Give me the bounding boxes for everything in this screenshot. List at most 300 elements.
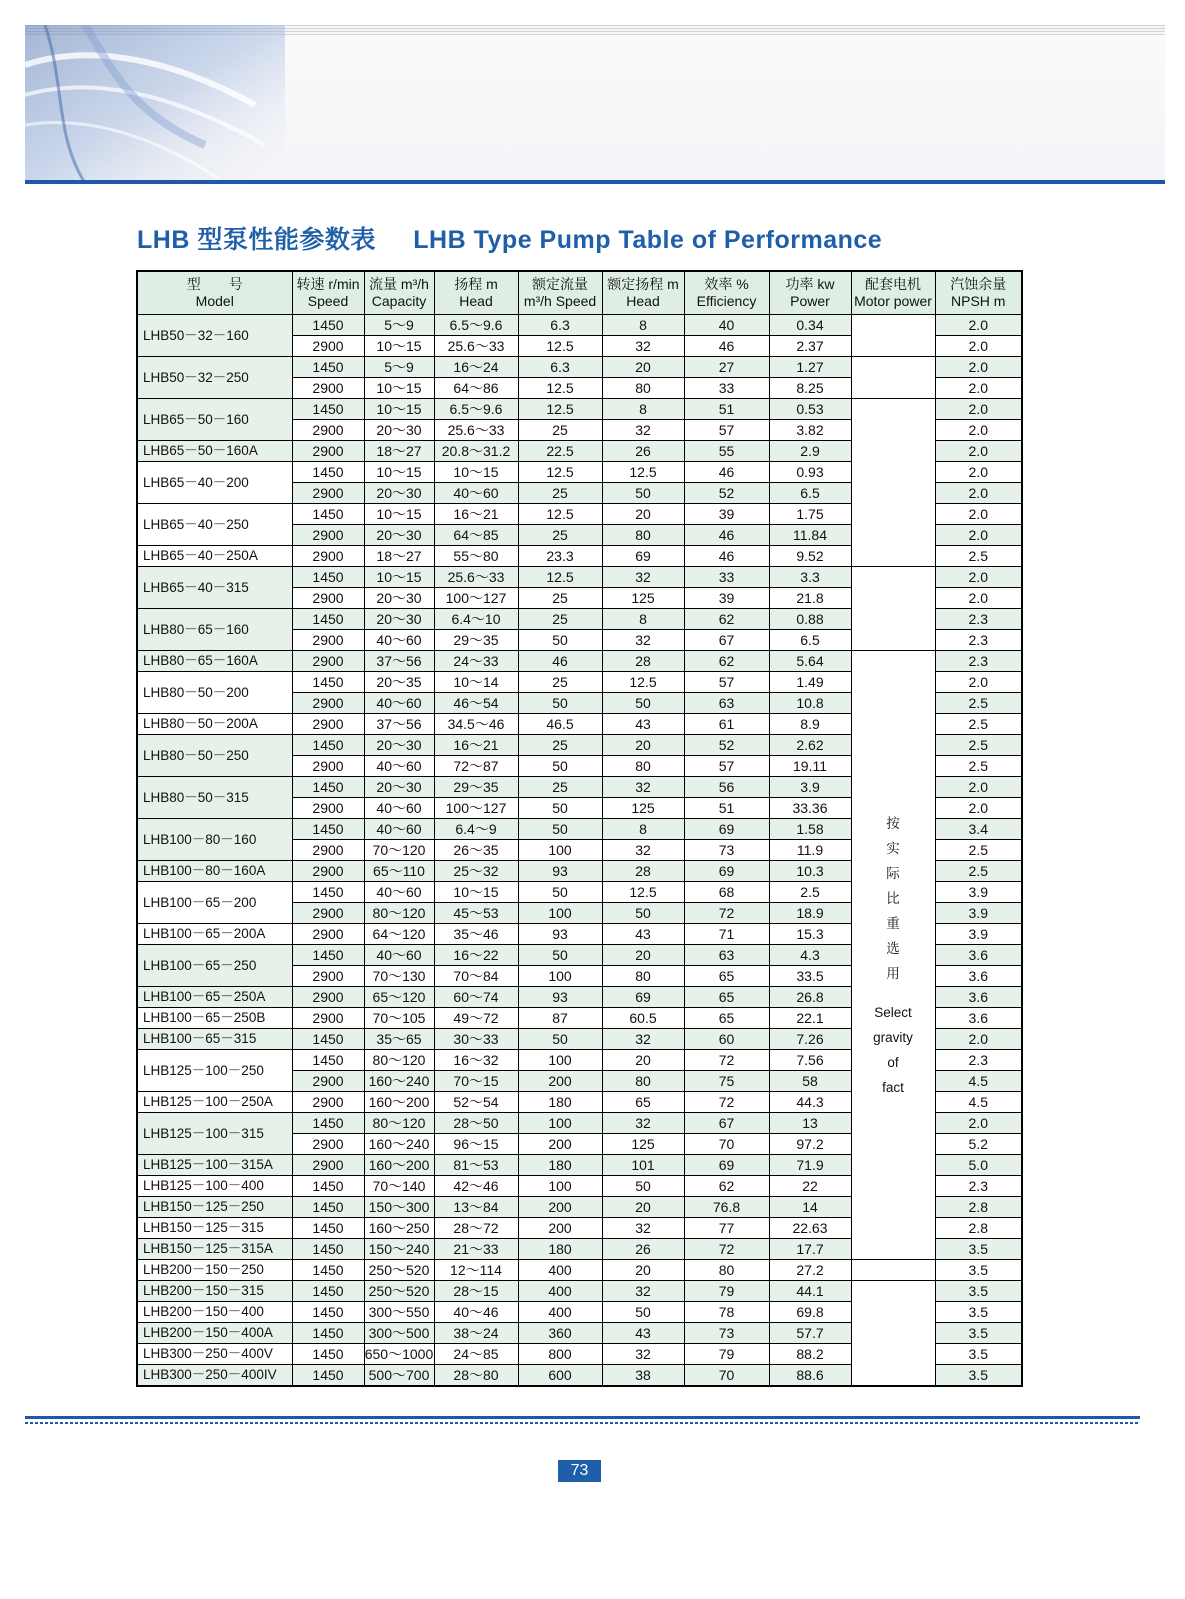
data-cell: 9.52 bbox=[769, 546, 851, 567]
data-cell: 400 bbox=[518, 1302, 602, 1323]
data-cell: 2900 bbox=[292, 378, 364, 399]
column-header-en: Speed bbox=[307, 293, 349, 309]
data-cell: 67 bbox=[684, 630, 769, 651]
data-cell: 20 bbox=[602, 945, 684, 966]
data-cell: 80 bbox=[684, 1260, 769, 1281]
data-cell: 87 bbox=[518, 1008, 602, 1029]
data-cell: 600 bbox=[518, 1365, 602, 1387]
data-cell: 2900 bbox=[292, 1092, 364, 1113]
data-cell: 40～60 bbox=[434, 483, 518, 504]
data-cell: 20～30 bbox=[364, 735, 434, 756]
data-cell: 40～60 bbox=[364, 798, 434, 819]
data-cell: 160～240 bbox=[364, 1071, 434, 1092]
header-rule bbox=[25, 180, 1165, 184]
data-cell: 64～120 bbox=[364, 924, 434, 945]
data-cell: 2.5 bbox=[935, 840, 1022, 861]
data-cell: 25 bbox=[518, 483, 602, 504]
data-cell: 360 bbox=[518, 1323, 602, 1344]
model-cell: LHB150－125－315A bbox=[137, 1239, 292, 1260]
page-title bbox=[137, 220, 912, 256]
data-cell: 101 bbox=[602, 1155, 684, 1176]
column-header-en: Model bbox=[195, 293, 234, 309]
data-cell: 2900 bbox=[292, 924, 364, 945]
data-cell: 46 bbox=[684, 525, 769, 546]
data-cell: 6.5～9.6 bbox=[434, 399, 518, 420]
data-cell: 2900 bbox=[292, 483, 364, 504]
data-cell: 10～15 bbox=[364, 504, 434, 525]
data-cell: 33.5 bbox=[769, 966, 851, 987]
data-cell: 1450 bbox=[292, 1113, 364, 1134]
data-cell: 2900 bbox=[292, 714, 364, 735]
data-cell: 5～9 bbox=[364, 315, 434, 336]
data-cell: 28 bbox=[602, 861, 684, 882]
data-cell: 65～120 bbox=[364, 987, 434, 1008]
data-cell: 13～84 bbox=[434, 1197, 518, 1218]
data-cell: 35～65 bbox=[364, 1029, 434, 1050]
data-cell: 67 bbox=[684, 1113, 769, 1134]
data-cell: 20～35 bbox=[364, 672, 434, 693]
data-cell: 2900 bbox=[292, 441, 364, 462]
data-cell: 1450 bbox=[292, 315, 364, 336]
model-cell: LHB50－32－160 bbox=[137, 315, 292, 357]
column-header-cn: 流量 m³/h bbox=[369, 276, 429, 292]
column-header-cn: 汽蚀余量 bbox=[950, 276, 1007, 292]
column-header-en: Motor power bbox=[854, 293, 932, 309]
data-cell: 65 bbox=[602, 1092, 684, 1113]
data-cell: 100 bbox=[518, 1113, 602, 1134]
data-cell: 52 bbox=[684, 483, 769, 504]
data-cell: 25.6～33 bbox=[434, 567, 518, 588]
data-cell: 300～500 bbox=[364, 1323, 434, 1344]
data-cell: 70～120 bbox=[364, 840, 434, 861]
data-cell: 2900 bbox=[292, 987, 364, 1008]
data-cell: 1450 bbox=[292, 777, 364, 798]
data-cell: 200 bbox=[518, 1134, 602, 1155]
data-cell: 5.64 bbox=[769, 651, 851, 672]
column-header-cn: 转速 r/min bbox=[296, 276, 360, 292]
model-cell: LHB200－150－250 bbox=[137, 1260, 292, 1281]
data-cell: 160～240 bbox=[364, 1134, 434, 1155]
data-cell: 2.0 bbox=[935, 399, 1022, 420]
data-cell: 4.5 bbox=[935, 1092, 1022, 1113]
data-cell: 3.9 bbox=[935, 903, 1022, 924]
data-cell: 1.58 bbox=[769, 819, 851, 840]
data-cell: 2900 bbox=[292, 630, 364, 651]
model-cell: LHB200－150－400A bbox=[137, 1323, 292, 1344]
column-header-cn: 效率 % bbox=[704, 276, 749, 292]
data-cell: 69.8 bbox=[769, 1302, 851, 1323]
data-cell: 200 bbox=[518, 1071, 602, 1092]
column-header-en: Efficiency bbox=[696, 293, 757, 309]
data-cell: 2.0 bbox=[935, 567, 1022, 588]
data-cell: 80 bbox=[602, 378, 684, 399]
data-cell: 10～15 bbox=[434, 462, 518, 483]
data-cell: 50 bbox=[602, 693, 684, 714]
data-cell: 64～85 bbox=[434, 525, 518, 546]
model-cell: LHB80－50－250 bbox=[137, 735, 292, 777]
data-cell: 26.8 bbox=[769, 987, 851, 1008]
data-cell: 46～54 bbox=[434, 693, 518, 714]
model-cell: LHB65－50－160A bbox=[137, 441, 292, 462]
title-en: LHB Type Pump Table of Performance bbox=[413, 226, 883, 254]
data-cell: 70 bbox=[684, 1365, 769, 1387]
table-row bbox=[137, 315, 1022, 336]
data-cell: 2.5 bbox=[935, 861, 1022, 882]
column-header-en: NPSH m bbox=[951, 293, 1006, 309]
data-cell: 400 bbox=[518, 1281, 602, 1302]
data-cell: 40～60 bbox=[364, 693, 434, 714]
motor-power-cell bbox=[851, 315, 935, 357]
data-cell: 70～84 bbox=[434, 966, 518, 987]
data-cell: 60 bbox=[684, 1029, 769, 1050]
data-cell: 32 bbox=[602, 777, 684, 798]
data-cell: 800 bbox=[518, 1344, 602, 1365]
data-cell: 32 bbox=[602, 1218, 684, 1239]
data-cell: 3.9 bbox=[935, 882, 1022, 903]
data-cell: 2.0 bbox=[935, 357, 1022, 378]
data-cell: 45～53 bbox=[434, 903, 518, 924]
column-header-en: Head bbox=[626, 293, 660, 309]
data-cell: 100 bbox=[518, 1176, 602, 1197]
data-cell: 20～30 bbox=[364, 420, 434, 441]
data-cell: 12.5 bbox=[518, 504, 602, 525]
data-cell: 50 bbox=[518, 693, 602, 714]
data-cell: 2900 bbox=[292, 798, 364, 819]
data-cell: 500～700 bbox=[364, 1365, 434, 1387]
data-cell: 80 bbox=[602, 756, 684, 777]
data-cell: 2.0 bbox=[935, 1029, 1022, 1050]
data-cell: 8 bbox=[602, 609, 684, 630]
data-cell: 63 bbox=[684, 945, 769, 966]
data-cell: 12.5 bbox=[518, 462, 602, 483]
model-cell: LHB80－50－200 bbox=[137, 672, 292, 714]
data-cell: 6.4～9 bbox=[434, 819, 518, 840]
model-cell: LHB100－80－160 bbox=[137, 819, 292, 861]
data-cell: 2.5 bbox=[935, 693, 1022, 714]
data-cell: 80 bbox=[602, 525, 684, 546]
data-cell: 3.3 bbox=[769, 567, 851, 588]
data-cell: 25 bbox=[518, 609, 602, 630]
model-cell: LHB200－150－400 bbox=[137, 1302, 292, 1323]
data-cell: 10～15 bbox=[364, 399, 434, 420]
data-cell: 1450 bbox=[292, 882, 364, 903]
data-cell: 1450 bbox=[292, 1281, 364, 1302]
data-cell: 2900 bbox=[292, 588, 364, 609]
data-cell: 2.0 bbox=[935, 504, 1022, 525]
data-cell: 0.93 bbox=[769, 462, 851, 483]
data-cell: 61 bbox=[684, 714, 769, 735]
data-cell: 160～200 bbox=[364, 1092, 434, 1113]
data-cell: 250～520 bbox=[364, 1260, 434, 1281]
data-cell: 40 bbox=[684, 315, 769, 336]
data-cell: 8.9 bbox=[769, 714, 851, 735]
table-row bbox=[137, 651, 1022, 672]
data-cell: 12.5 bbox=[602, 672, 684, 693]
data-cell: 7.26 bbox=[769, 1029, 851, 1050]
data-cell: 39 bbox=[684, 588, 769, 609]
model-cell: LHB200－150－315 bbox=[137, 1281, 292, 1302]
data-cell: 93 bbox=[518, 987, 602, 1008]
data-cell: 3.6 bbox=[935, 987, 1022, 1008]
data-cell: 3.5 bbox=[935, 1239, 1022, 1260]
data-cell: 1450 bbox=[292, 1197, 364, 1218]
data-cell: 8.25 bbox=[769, 378, 851, 399]
data-cell: 4.3 bbox=[769, 945, 851, 966]
column-header-cn: 配套电机 bbox=[865, 276, 921, 292]
column-header bbox=[935, 271, 1022, 315]
data-cell: 26 bbox=[602, 1239, 684, 1260]
table-row bbox=[137, 1281, 1022, 1302]
data-cell: 21～33 bbox=[434, 1239, 518, 1260]
data-cell: 50 bbox=[518, 882, 602, 903]
data-cell: 80～120 bbox=[364, 1050, 434, 1071]
data-cell: 51 bbox=[684, 399, 769, 420]
data-cell: 0.53 bbox=[769, 399, 851, 420]
data-cell: 20 bbox=[602, 504, 684, 525]
data-cell: 37～56 bbox=[364, 714, 434, 735]
data-cell: 50 bbox=[518, 1029, 602, 1050]
data-cell: 1450 bbox=[292, 1260, 364, 1281]
data-cell: 3.9 bbox=[935, 924, 1022, 945]
data-cell: 160～250 bbox=[364, 1218, 434, 1239]
data-cell: 6.5 bbox=[769, 630, 851, 651]
data-cell: 2.0 bbox=[935, 336, 1022, 357]
data-cell: 125 bbox=[602, 798, 684, 819]
data-cell: 1450 bbox=[292, 462, 364, 483]
motor-power-cell bbox=[851, 1281, 935, 1387]
motor-power-cell bbox=[851, 357, 935, 399]
data-cell: 15.3 bbox=[769, 924, 851, 945]
data-cell: 43 bbox=[602, 924, 684, 945]
data-cell: 20 bbox=[602, 1197, 684, 1218]
motor-note-en: Select gravity of fact bbox=[873, 1004, 913, 1095]
column-header-cn: 额定流量 bbox=[532, 276, 588, 292]
data-cell: 20～30 bbox=[364, 777, 434, 798]
data-cell: 0.88 bbox=[769, 609, 851, 630]
data-cell: 55～80 bbox=[434, 546, 518, 567]
data-cell: 40～60 bbox=[364, 945, 434, 966]
data-cell: 6.5 bbox=[769, 483, 851, 504]
data-cell: 100 bbox=[518, 966, 602, 987]
data-cell: 88.2 bbox=[769, 1344, 851, 1365]
model-cell: LHB100－80－160A bbox=[137, 861, 292, 882]
data-cell: 1.27 bbox=[769, 357, 851, 378]
model-cell: LHB100－65－200A bbox=[137, 924, 292, 945]
data-cell: 3.5 bbox=[935, 1260, 1022, 1281]
data-cell: 50 bbox=[518, 945, 602, 966]
data-cell: 3.6 bbox=[935, 1008, 1022, 1029]
data-cell: 97.2 bbox=[769, 1134, 851, 1155]
model-cell: LHB125－100－315A bbox=[137, 1155, 292, 1176]
data-cell: 50 bbox=[602, 1176, 684, 1197]
model-cell: LHB65－40－200 bbox=[137, 462, 292, 504]
data-cell: 88.6 bbox=[769, 1365, 851, 1387]
data-cell: 150～240 bbox=[364, 1239, 434, 1260]
data-cell: 96～15 bbox=[434, 1134, 518, 1155]
data-cell: 46.5 bbox=[518, 714, 602, 735]
model-cell: LHB65－40－250 bbox=[137, 504, 292, 546]
data-cell: 62 bbox=[684, 1176, 769, 1197]
data-cell: 1450 bbox=[292, 1344, 364, 1365]
data-cell: 16～24 bbox=[434, 357, 518, 378]
column-header bbox=[137, 271, 292, 315]
data-cell: 57 bbox=[684, 672, 769, 693]
model-cell: LHB125－100－315 bbox=[137, 1113, 292, 1155]
table-row bbox=[137, 357, 1022, 378]
column-header bbox=[292, 271, 364, 315]
column-header bbox=[769, 271, 851, 315]
data-cell: 63 bbox=[684, 693, 769, 714]
data-cell: 60～74 bbox=[434, 987, 518, 1008]
data-cell: 46 bbox=[684, 546, 769, 567]
data-cell: 2900 bbox=[292, 840, 364, 861]
data-cell: 10～15 bbox=[434, 882, 518, 903]
data-cell: 2.5 bbox=[935, 735, 1022, 756]
data-cell: 6.5～9.6 bbox=[434, 315, 518, 336]
data-cell: 19.11 bbox=[769, 756, 851, 777]
model-cell: LHB80－50－200A bbox=[137, 714, 292, 735]
data-cell: 52 bbox=[684, 735, 769, 756]
header-banner bbox=[25, 25, 1165, 183]
table-body bbox=[137, 315, 1022, 1387]
data-cell: 28 bbox=[602, 651, 684, 672]
data-cell: 50 bbox=[602, 1302, 684, 1323]
data-cell: 1450 bbox=[292, 1365, 364, 1387]
data-cell: 6.3 bbox=[518, 315, 602, 336]
model-cell: LHB125－100－250A bbox=[137, 1092, 292, 1113]
data-cell: 79 bbox=[684, 1344, 769, 1365]
data-cell: 5～9 bbox=[364, 357, 434, 378]
data-cell: 10～15 bbox=[364, 567, 434, 588]
data-cell: 2.3 bbox=[935, 1050, 1022, 1071]
data-cell: 93 bbox=[518, 924, 602, 945]
data-cell: 70～15 bbox=[434, 1071, 518, 1092]
model-cell: LHB80－50－315 bbox=[137, 777, 292, 819]
data-cell: 3.5 bbox=[935, 1365, 1022, 1387]
data-cell: 12～114 bbox=[434, 1260, 518, 1281]
data-cell: 32 bbox=[602, 1344, 684, 1365]
table-row bbox=[137, 399, 1022, 420]
data-cell: 43 bbox=[602, 714, 684, 735]
data-cell: 65 bbox=[684, 987, 769, 1008]
data-cell: 35～46 bbox=[434, 924, 518, 945]
data-cell: 72 bbox=[684, 1239, 769, 1260]
data-cell: 80 bbox=[602, 1071, 684, 1092]
data-cell: 2.5 bbox=[935, 714, 1022, 735]
data-cell: 25 bbox=[518, 672, 602, 693]
data-cell: 100～127 bbox=[434, 588, 518, 609]
data-cell: 2.8 bbox=[935, 1197, 1022, 1218]
data-cell: 32 bbox=[602, 1281, 684, 1302]
data-cell: 25 bbox=[518, 735, 602, 756]
data-cell: 50 bbox=[518, 819, 602, 840]
data-cell: 1450 bbox=[292, 1176, 364, 1197]
data-cell: 30～33 bbox=[434, 1029, 518, 1050]
data-cell: 52～54 bbox=[434, 1092, 518, 1113]
column-header bbox=[518, 271, 602, 315]
data-cell: 2900 bbox=[292, 756, 364, 777]
data-cell: 2.5 bbox=[935, 546, 1022, 567]
data-cell: 2.0 bbox=[935, 672, 1022, 693]
data-cell: 57 bbox=[684, 756, 769, 777]
data-cell: 2900 bbox=[292, 1008, 364, 1029]
data-cell: 70～105 bbox=[364, 1008, 434, 1029]
data-cell: 32 bbox=[602, 630, 684, 651]
data-cell: 38～24 bbox=[434, 1323, 518, 1344]
data-cell: 13 bbox=[769, 1113, 851, 1134]
data-cell: 29～35 bbox=[434, 777, 518, 798]
column-header bbox=[684, 271, 769, 315]
column-header-en: Power bbox=[790, 293, 830, 309]
data-cell: 64～86 bbox=[434, 378, 518, 399]
data-cell: 40～60 bbox=[364, 630, 434, 651]
data-cell: 3.6 bbox=[935, 945, 1022, 966]
model-cell: LHB150－125－315 bbox=[137, 1218, 292, 1239]
data-cell: 80～120 bbox=[364, 1113, 434, 1134]
data-cell: 22.5 bbox=[518, 441, 602, 462]
data-cell: 71.9 bbox=[769, 1155, 851, 1176]
column-header-cn: 功率 kw bbox=[785, 276, 835, 292]
data-cell: 125 bbox=[602, 588, 684, 609]
model-cell: LHB100－65－315 bbox=[137, 1029, 292, 1050]
data-cell: 69 bbox=[684, 861, 769, 882]
data-cell: 28～80 bbox=[434, 1365, 518, 1387]
data-cell: 37～56 bbox=[364, 651, 434, 672]
data-cell: 20～30 bbox=[364, 609, 434, 630]
data-cell: 42～46 bbox=[434, 1176, 518, 1197]
data-cell: 70～130 bbox=[364, 966, 434, 987]
model-cell: LHB65－50－160 bbox=[137, 399, 292, 441]
data-cell: 20 bbox=[602, 1260, 684, 1281]
data-cell: 43 bbox=[602, 1323, 684, 1344]
data-cell: 80～120 bbox=[364, 903, 434, 924]
data-cell: 14 bbox=[769, 1197, 851, 1218]
data-cell: 2.3 bbox=[935, 1176, 1022, 1197]
data-cell: 79 bbox=[684, 1281, 769, 1302]
data-cell: 16～32 bbox=[434, 1050, 518, 1071]
data-cell: 3.5 bbox=[935, 1302, 1022, 1323]
data-cell: 11.9 bbox=[769, 840, 851, 861]
data-cell: 180 bbox=[518, 1155, 602, 1176]
data-cell: 16～21 bbox=[434, 735, 518, 756]
data-cell: 125 bbox=[602, 1134, 684, 1155]
data-cell: 2900 bbox=[292, 1071, 364, 1092]
data-cell: 25 bbox=[518, 525, 602, 546]
data-cell: 12.5 bbox=[518, 336, 602, 357]
data-cell: 38 bbox=[602, 1365, 684, 1387]
column-header bbox=[851, 271, 935, 315]
data-cell: 57.7 bbox=[769, 1323, 851, 1344]
model-cell: LHB125－100－250 bbox=[137, 1050, 292, 1092]
data-cell: 2900 bbox=[292, 693, 364, 714]
data-cell: 1450 bbox=[292, 504, 364, 525]
data-cell: 2900 bbox=[292, 546, 364, 567]
data-cell: 18～27 bbox=[364, 441, 434, 462]
data-cell: 25.6～33 bbox=[434, 420, 518, 441]
data-cell: 80 bbox=[602, 966, 684, 987]
data-cell: 10～15 bbox=[364, 336, 434, 357]
data-cell: 4.5 bbox=[935, 1071, 1022, 1092]
data-cell: 2.8 bbox=[935, 1218, 1022, 1239]
data-cell: 3.5 bbox=[935, 1344, 1022, 1365]
data-cell: 28～15 bbox=[434, 1281, 518, 1302]
data-cell: 2.0 bbox=[935, 525, 1022, 546]
data-cell: 46 bbox=[684, 462, 769, 483]
data-cell: 1450 bbox=[292, 567, 364, 588]
data-cell: 160～200 bbox=[364, 1155, 434, 1176]
data-cell: 2900 bbox=[292, 903, 364, 924]
data-cell: 1.49 bbox=[769, 672, 851, 693]
